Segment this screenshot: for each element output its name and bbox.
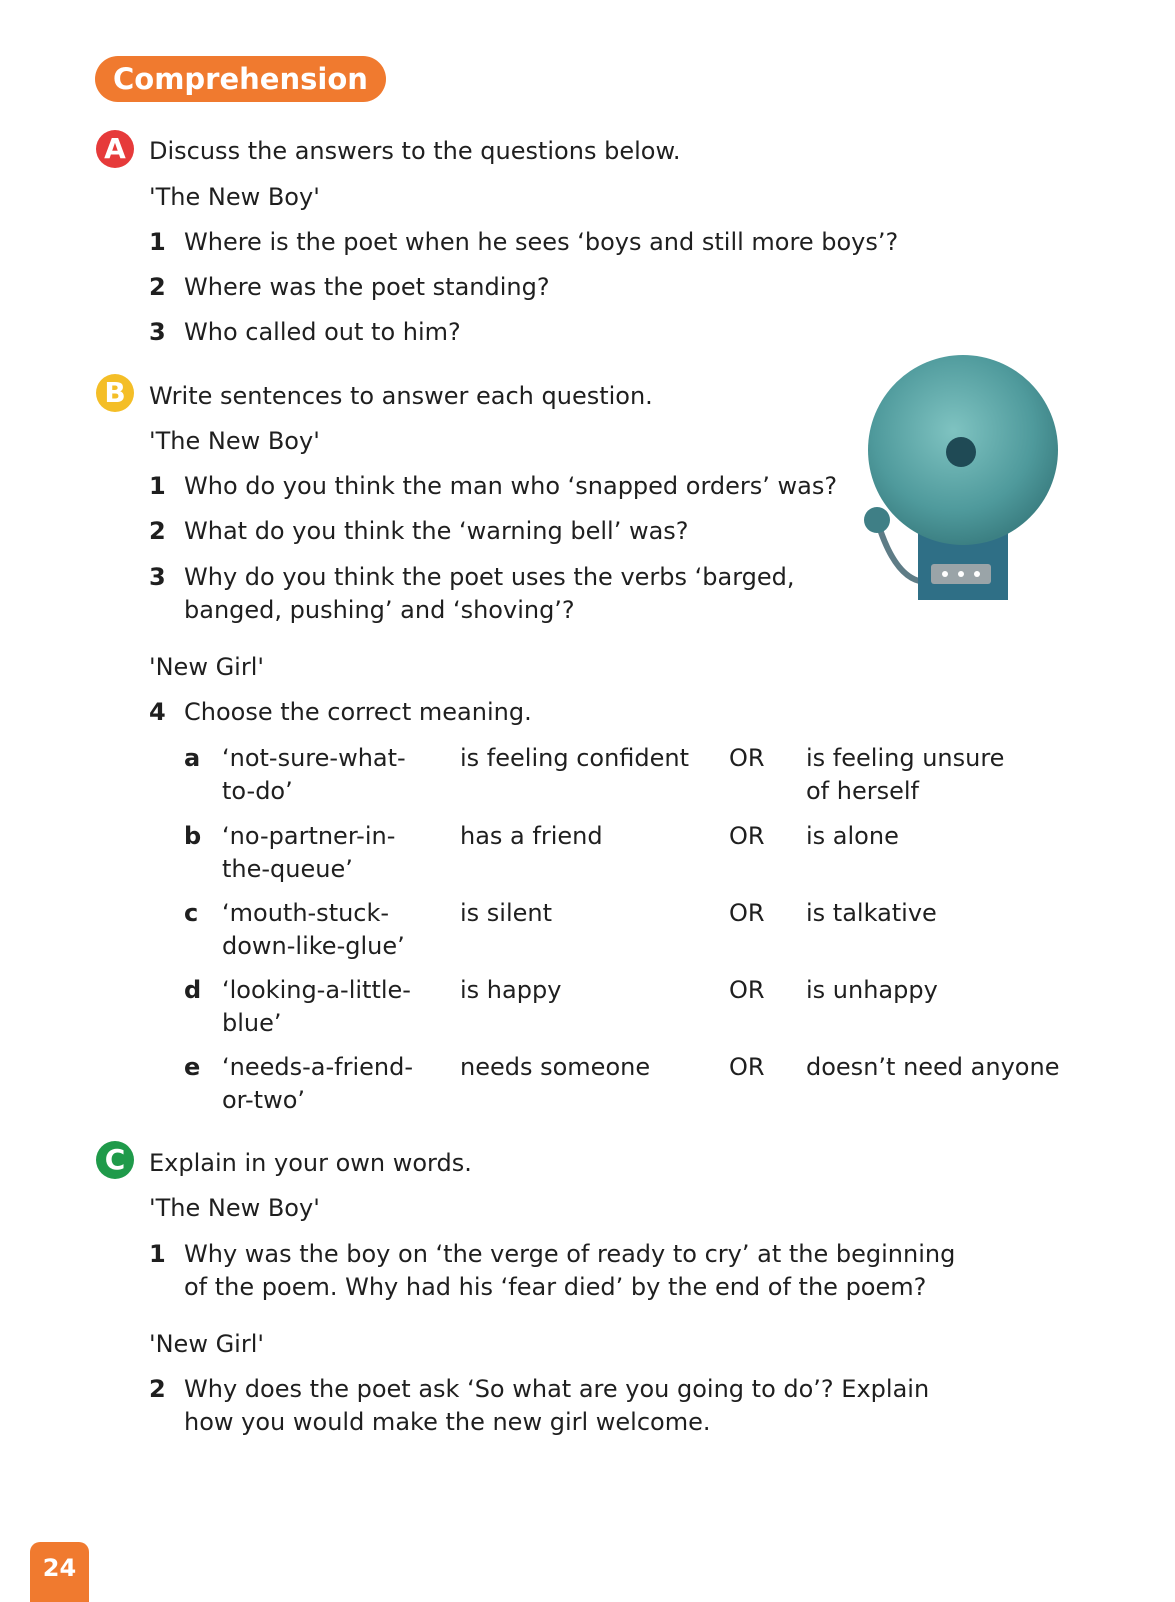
- option-phrase-line1: ‘mouth-stuck-: [222, 899, 390, 927]
- question-text-line1: Why was the boy on ‘the verge of ready to cry’ at the beginning: [184, 1240, 956, 1268]
- page-number: 24: [30, 1542, 89, 1602]
- or-label: OR: [729, 744, 765, 772]
- section-a-poem-title: 'The New Boy': [149, 183, 320, 211]
- section-c-poem-title-2: 'New Girl': [149, 1330, 264, 1358]
- option-letter: b: [184, 822, 202, 850]
- option-phrase-line2: the-queue’: [222, 855, 353, 883]
- option-phrase-line1: ‘not-sure-what-: [222, 744, 406, 772]
- option-right-meaning-line1: is feeling unsure: [806, 744, 1005, 772]
- question-text-line1: Why do you think the poet uses the verbs ‘barged,: [184, 563, 795, 591]
- question-number: 1: [149, 1240, 166, 1268]
- option-letter: a: [184, 744, 201, 772]
- question-number: 3: [149, 563, 166, 591]
- question-text: Where is the poet when he sees ‘boys and still more boys’?: [184, 228, 899, 256]
- question-number: 2: [149, 273, 166, 301]
- option-left-meaning: is silent: [460, 899, 553, 927]
- question-number: 4: [149, 698, 166, 726]
- or-label: OR: [729, 822, 765, 850]
- option-right-meaning-line1: is alone: [806, 822, 899, 850]
- option-phrase-line2: to-do’: [222, 777, 293, 805]
- option-phrase-line2: or-two’: [222, 1086, 306, 1114]
- or-label: OR: [729, 1053, 765, 1081]
- or-label: OR: [729, 899, 765, 927]
- option-phrase-line2: blue’: [222, 1009, 282, 1037]
- option-phrase-line1: ‘looking-a-little-: [222, 976, 411, 1004]
- option-phrase-line1: ‘no-partner-in-: [222, 822, 396, 850]
- question-number: 3: [149, 318, 166, 346]
- option-phrase-line2: down-like-glue’: [222, 932, 405, 960]
- section-b-poem-title-2: 'New Girl': [149, 653, 264, 681]
- or-label: OR: [729, 976, 765, 1004]
- question-text: Who called out to him?: [184, 318, 461, 346]
- option-letter: d: [184, 976, 202, 1004]
- section-a-instruction: Discuss the answers to the questions below.: [149, 137, 681, 165]
- question-text: Choose the correct meaning.: [184, 698, 532, 726]
- option-right-meaning-line1: is talkative: [806, 899, 937, 927]
- option-left-meaning: needs someone: [460, 1053, 651, 1081]
- question-number: 2: [149, 517, 166, 545]
- option-left-meaning: is happy: [460, 976, 562, 1004]
- option-right-meaning-line1: is unhappy: [806, 976, 938, 1004]
- section-c-badge: C: [96, 1141, 134, 1179]
- option-left-meaning: is feeling confident: [460, 744, 690, 772]
- question-text: Where was the poet standing?: [184, 273, 550, 301]
- question-text: What do you think the ‘warning bell’ was?: [184, 517, 689, 545]
- section-b-instruction: Write sentences to answer each question.: [149, 382, 653, 410]
- section-c-poem-title: 'The New Boy': [149, 1194, 320, 1222]
- question-text: Who do you think the man who ‘snapped orders’ was?: [184, 472, 838, 500]
- option-letter: c: [184, 899, 199, 927]
- question-text-line1: Why does the poet ask ‘So what are you going to do’? Explain: [184, 1375, 930, 1403]
- section-b-poem-title: 'The New Boy': [149, 427, 320, 455]
- option-letter: e: [184, 1053, 201, 1081]
- option-phrase-line1: ‘needs-a-friend-: [222, 1053, 413, 1081]
- section-c-instruction: Explain in your own words.: [149, 1149, 472, 1177]
- section-a-badge: A: [96, 130, 134, 168]
- question-text-line2: banged, pushing’ and ‘shoving’?: [184, 596, 575, 624]
- question-text-line2: of the poem. Why had his ‘fear died’ by the end of the poem?: [184, 1273, 927, 1301]
- section-b-badge: B: [96, 374, 134, 412]
- option-left-meaning: has a friend: [460, 822, 603, 850]
- option-right-meaning-line1: doesn’t need anyone: [806, 1053, 1060, 1081]
- section-title: Comprehension: [95, 56, 386, 102]
- question-number: 1: [149, 228, 166, 256]
- option-right-meaning-line2: of herself: [806, 777, 919, 805]
- question-text-line2: how you would make the new girl welcome.: [184, 1408, 711, 1436]
- school-bell-icon: [855, 350, 1065, 610]
- question-number: 2: [149, 1375, 166, 1403]
- question-number: 1: [149, 472, 166, 500]
